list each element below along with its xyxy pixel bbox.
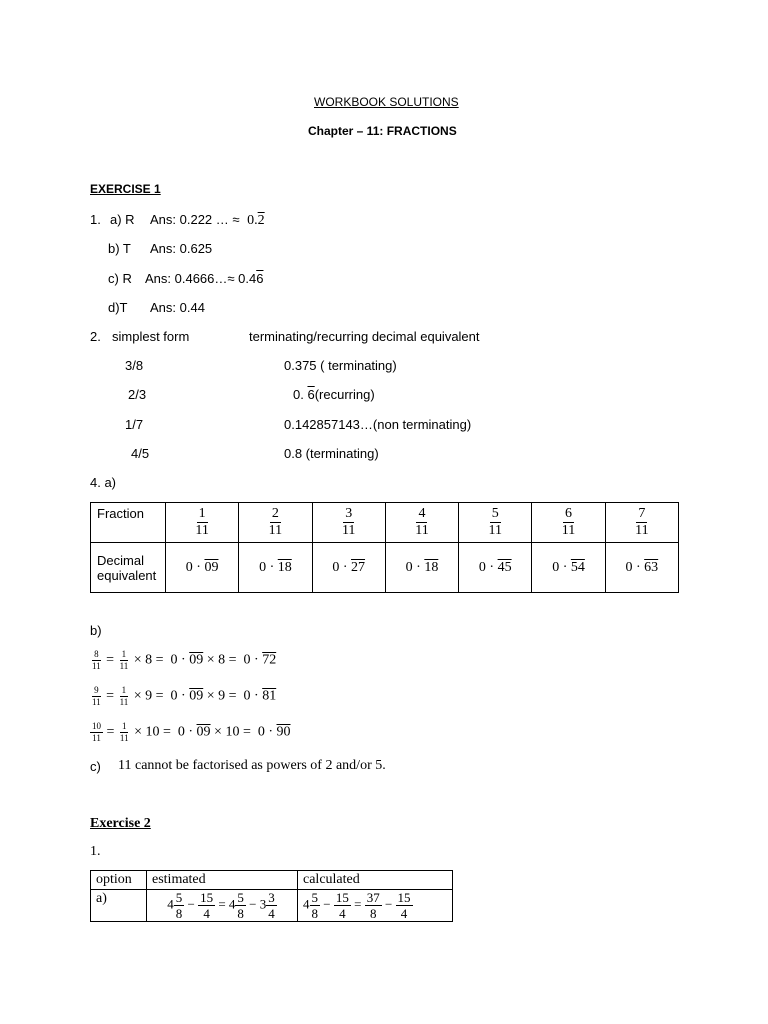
chapter-title: Chapter – 11: FRACTIONS (308, 124, 457, 138)
decimal-cell: 0 · 27 (312, 543, 385, 593)
q2-row-decimal: 0.375 ( terminating) (284, 358, 397, 373)
q2-row-decimal: 0.8 (terminating) (284, 446, 379, 461)
q2-row-decimal: 0. 6(recurring) (293, 387, 375, 402)
header-option: option (91, 871, 147, 890)
decimal-cell: 0 · 09 (166, 543, 239, 593)
fraction-cell: $\frac{7}{11}$ (605, 503, 678, 543)
fraction-cell: $\frac{6}{11}$ (532, 503, 605, 543)
decimal-cell: 0 · 45 (459, 543, 532, 593)
fraction-cell: $\frac{2}{11}$ (239, 503, 312, 543)
equation-line: $\frac{9}{11}$ = $\frac{1}{11}$ × 9 = 0 · 09 × 9 = 0 · 81 (92, 685, 277, 707)
q1d-label: d)T (108, 300, 128, 315)
q1d-answer: Ans: 0.44 (150, 300, 205, 315)
q1b-answer: Ans: 0.625 (150, 241, 213, 256)
q1c-label: c) R (108, 271, 132, 286)
header-estimated: estimated (147, 871, 298, 890)
exercise-2-heading: Exercise 2 (90, 816, 151, 831)
decimal-row (91, 543, 679, 593)
estimate-table-header (91, 871, 453, 890)
decimal-cell: 0 · 18 (239, 543, 312, 593)
question-2-number: 2. (90, 329, 101, 344)
equation-line: $\frac{8}{11}$ = $\frac{1}{11}$ × 8 = 0 · 09 × 8 = 0 · 72 (92, 649, 277, 671)
q1a-label: a) R (110, 212, 135, 227)
estimate-table (90, 870, 453, 922)
fraction-header: Fraction (91, 503, 166, 543)
q2-row-decimal: 0.142857143…(non terminating) (284, 417, 472, 432)
q1c-answer: Ans: 0.4666…≈ 0.46 (145, 271, 264, 286)
question-4c-text: 11 cannot be factorised as powers of 2 and/or 5. (118, 758, 386, 773)
exercise-1-heading: EXERCISE 1 (90, 182, 161, 196)
document-title: WORKBOOK SOLUTIONS (314, 95, 459, 109)
fraction-decimal-table (90, 502, 679, 593)
q1a-answer: Ans: 0.222 … ≈ 0.2 (150, 212, 265, 228)
calculated-expression: 4 $\frac{5}{8}$ − $\frac{15}{4}$ = $\frac{37}{8}$ − $\frac{15}{4}$ (298, 890, 453, 922)
row-option: a) (91, 890, 147, 922)
q1b-label: b) T (108, 241, 131, 256)
fraction-cell: $\frac{1}{11}$ (166, 503, 239, 543)
q2-row-fraction: 4/5 (131, 446, 150, 461)
question-4c-label: c) (90, 759, 101, 774)
decimal-header: Decimal equivalent (91, 543, 166, 593)
fraction-cell: $\frac{4}{11}$ (385, 503, 458, 543)
decimal-cell: 0 · 54 (532, 543, 605, 593)
equation-line: $\frac{10}{11}$ = $\frac{1}{11}$ × 10 = 0 · 09 × 10 = 0 · 90 (92, 721, 291, 743)
fraction-cell: $\frac{3}{11}$ (312, 503, 385, 543)
estimate-table-row (91, 890, 453, 922)
question-4a-label: 4. a) (90, 475, 117, 490)
decimal-cell: 0 · 18 (385, 543, 458, 593)
q2-col-simplest: simplest form (112, 329, 190, 344)
header-calculated: calculated (298, 871, 453, 890)
q2-row-fraction: 2/3 (128, 387, 147, 402)
decimal-cell: 0 · 63 (605, 543, 678, 593)
q2-row-fraction: 3/8 (125, 358, 144, 373)
q2-row-fraction: 1/7 (125, 417, 144, 432)
fraction-cell: $\frac{5}{11}$ (459, 503, 532, 543)
estimated-expression: 4 $\frac{5}{8}$ − $\frac{15}{4}$ = 4 $\frac{5}{8}$ − 3 $\frac{3}{4}$ (147, 890, 298, 922)
question-4b-label: b) (90, 623, 102, 638)
fraction-row (91, 503, 679, 543)
question-1-number: 1. (90, 212, 101, 227)
exercise-2-question-1: 1. (90, 844, 101, 859)
q2-col-decimal: terminating/recurring decimal equivalent (249, 329, 480, 344)
